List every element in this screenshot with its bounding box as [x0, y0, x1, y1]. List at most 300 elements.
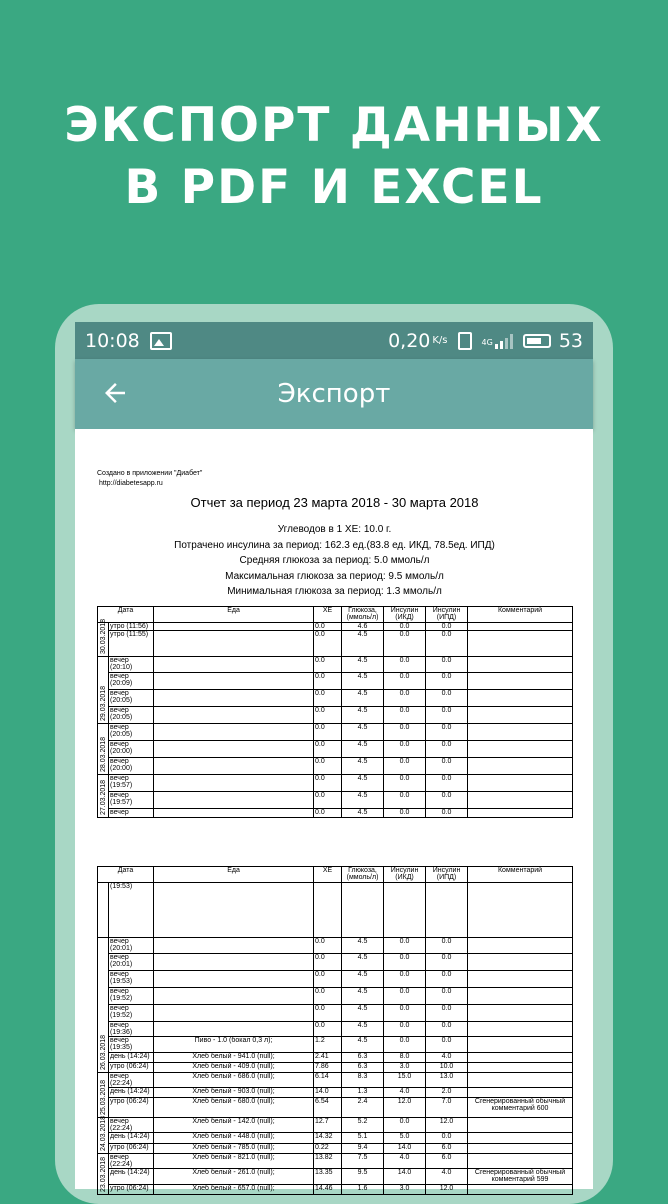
food-cell [154, 672, 314, 689]
time-cell: вечер (20:09) [109, 672, 154, 689]
ikd-cell: 4.0 [384, 1088, 426, 1098]
ipd-cell: 0.0 [426, 740, 468, 757]
battery-level: 53 [558, 329, 583, 352]
xe-cell: 0.0 [314, 740, 342, 757]
ikd-cell: 3.0 [384, 1063, 426, 1073]
ikd-cell: 0.0 [384, 689, 426, 706]
food-cell: Пиво - 1.0 (бокал 0,3 л); [154, 1037, 314, 1053]
image-notification-icon [150, 332, 172, 350]
comment-cell [468, 774, 573, 791]
summary-line: Минимальная глюкоза за период: 1.3 ммоль/л [227, 586, 442, 597]
time-cell: вечер (20:05) [109, 689, 154, 706]
food-cell [154, 1005, 314, 1022]
time-cell: день (14:24) [109, 1133, 154, 1144]
food-cell: Хлеб белый - 142.0 (null); [154, 1118, 314, 1133]
table-row [98, 672, 573, 689]
xe-cell: 0.0 [314, 938, 342, 954]
comment-cell [468, 1185, 573, 1195]
xe-cell: 0.0 [314, 706, 342, 723]
xe-cell: 7.86 [314, 1063, 342, 1073]
ipd-cell: 0.0 [426, 954, 468, 971]
table-row [98, 774, 573, 791]
time-cell: вечер (22:24) [109, 1154, 154, 1169]
ikd-cell: 0.0 [384, 1005, 426, 1022]
xe-cell: 14.32 [314, 1133, 342, 1144]
table-row [98, 1053, 573, 1063]
column-header: Глюкоза, (ммоль/л) [342, 867, 384, 883]
report-created-in: Создано в приложении "Диабет" [97, 470, 203, 477]
table-row [98, 1022, 573, 1037]
ipd-cell: 4.0 [426, 1169, 468, 1185]
date-label: 28.03.2018 [100, 736, 107, 772]
column-header: Инсулин (ИПД) [426, 867, 468, 883]
column-header: Инсулин (ИКД) [384, 606, 426, 622]
xe-cell: 0.0 [314, 988, 342, 1005]
time-cell: вечер (20:01) [109, 938, 154, 954]
ikd-cell: 15.0 [384, 1073, 426, 1088]
ipd-cell: 0.0 [426, 723, 468, 740]
ikd-cell: 3.0 [384, 1185, 426, 1195]
glu-cell: 5.2 [342, 1118, 384, 1133]
food-cell [154, 883, 314, 938]
glu-cell: 4.5 [342, 740, 384, 757]
time-cell: вечер (19:35) [109, 1037, 154, 1053]
glu-cell: 4.5 [342, 757, 384, 774]
ikd-cell: 0.0 [384, 1118, 426, 1133]
ipd-cell: 0.0 [426, 971, 468, 988]
column-header: Дата [98, 867, 154, 883]
comment-cell: Сгенерированный обычный комментарий 599 [468, 1169, 573, 1185]
food-cell [154, 723, 314, 740]
xe-cell: 0.0 [314, 656, 342, 672]
column-header: Дата [98, 606, 154, 622]
glu-cell: 4.5 [342, 808, 384, 817]
table-row [98, 1005, 573, 1022]
time-cell: вечер (22:24) [109, 1073, 154, 1088]
network-speed: 0,20 [388, 329, 431, 352]
xe-cell: 6.54 [314, 1098, 342, 1118]
table-row [98, 808, 573, 817]
glu-cell: 4.5 [342, 689, 384, 706]
column-header: Комментарий [468, 606, 573, 622]
report-site: http://diabetesapp.ru [99, 480, 163, 487]
ikd-cell: 5.0 [384, 1133, 426, 1144]
time-cell: утро (06:24) [109, 1144, 154, 1154]
xe-cell: 12.7 [314, 1118, 342, 1133]
comment-cell [468, 1088, 573, 1098]
glu-cell: 4.6 [342, 622, 384, 630]
time-cell: утро (06:24) [109, 1063, 154, 1073]
comment-cell [468, 1022, 573, 1037]
ikd-cell: 0.0 [384, 1037, 426, 1053]
column-header: Еда [154, 867, 314, 883]
time-cell: вечер (20:00) [109, 740, 154, 757]
ipd-cell: 13.0 [426, 1073, 468, 1088]
food-cell: Хлеб белый - 903.0 (null); [154, 1088, 314, 1098]
date-label: 30.03.2018 [100, 618, 107, 654]
table-row [98, 988, 573, 1005]
report-table-page-1 [97, 606, 573, 818]
xe-cell: 0.0 [314, 808, 342, 817]
report-table-page-2 [97, 866, 573, 1195]
xe-cell: 13.35 [314, 1169, 342, 1185]
time-cell: день (14:24) [109, 1169, 154, 1185]
table-row [98, 630, 573, 656]
comment-cell [468, 883, 573, 938]
food-cell [154, 740, 314, 757]
table-row [98, 1133, 573, 1144]
network-speed-unit: K/s [432, 335, 448, 346]
glu-cell: 4.5 [342, 938, 384, 954]
ipd-cell: 0.0 [426, 672, 468, 689]
column-header: ХЕ [314, 606, 342, 622]
ipd-cell: 0.0 [426, 808, 468, 817]
table-row [98, 1169, 573, 1185]
xe-cell: 14.46 [314, 1185, 342, 1195]
food-cell [154, 630, 314, 656]
date-label: 23.03.2018 [100, 1156, 107, 1192]
comment-cell [468, 630, 573, 656]
ikd-cell: 14.0 [384, 1169, 426, 1185]
glu-cell: 4.5 [342, 672, 384, 689]
ikd-cell: 0.0 [384, 757, 426, 774]
glu-cell: 4.5 [342, 774, 384, 791]
time-cell: вечер (19:57) [109, 791, 154, 808]
comment-cell [468, 1037, 573, 1053]
headline-line-2: В PDF И EXCEL [124, 160, 544, 215]
xe-cell: 0.0 [314, 630, 342, 656]
table-header-row [98, 606, 573, 622]
time-cell: утро (11:56) [109, 622, 154, 630]
table-row [98, 954, 573, 971]
food-cell: Хлеб белый - 821.0 (null); [154, 1154, 314, 1169]
column-header: Комментарий [468, 867, 573, 883]
pdf-preview[interactable] [75, 429, 593, 1192]
glu-cell [342, 883, 384, 938]
glu-cell: 4.5 [342, 1022, 384, 1037]
comment-cell [468, 689, 573, 706]
xe-cell: 1.2 [314, 1037, 342, 1053]
glu-cell: 5.1 [342, 1133, 384, 1144]
ipd-cell: 0.0 [426, 1037, 468, 1053]
time-cell: день (14:24) [109, 1053, 154, 1063]
ikd-cell: 0.0 [384, 740, 426, 757]
food-cell [154, 622, 314, 630]
comment-cell [468, 672, 573, 689]
comment-cell [468, 1144, 573, 1154]
table-row [98, 689, 573, 706]
glu-cell: 4.5 [342, 723, 384, 740]
comment-cell: Сгенерированный обычный комментарий 600 [468, 1098, 573, 1118]
summary-line: Средняя глюкоза за период: 5.0 ммоль/л [239, 555, 430, 566]
ipd-cell: 0.0 [426, 1022, 468, 1037]
date-cell [98, 774, 109, 817]
table-row [98, 938, 573, 954]
time-cell: вечер (20:01) [109, 954, 154, 971]
comment-cell [468, 622, 573, 630]
time-cell: (19:53) [109, 883, 154, 938]
table-row [98, 723, 573, 740]
ikd-cell: 0.0 [384, 723, 426, 740]
column-header: Инсулин (ИКД) [384, 867, 426, 883]
time-cell: вечер (19:36) [109, 1022, 154, 1037]
column-header: Инсулин (ИПД) [426, 606, 468, 622]
time-cell: вечер [109, 808, 154, 817]
ikd-cell: 0.0 [384, 1022, 426, 1037]
comment-cell [468, 1133, 573, 1144]
time-cell: вечер (19:53) [109, 971, 154, 988]
phone-screen [75, 322, 593, 1192]
ikd-cell: 0.0 [384, 791, 426, 808]
comment-cell [468, 656, 573, 672]
column-header: Еда [154, 606, 314, 622]
time-cell: вечер (20:05) [109, 723, 154, 740]
ipd-cell: 0.0 [426, 630, 468, 656]
food-cell: Хлеб белый - 657.0 (null); [154, 1185, 314, 1195]
comment-cell [468, 706, 573, 723]
glu-cell: 9.5 [342, 1169, 384, 1185]
table-row [98, 1144, 573, 1154]
xe-cell: 0.0 [314, 689, 342, 706]
food-cell: Хлеб белый - 261.0 (null); [154, 1169, 314, 1185]
time-cell: вечер (20:00) [109, 757, 154, 774]
time-cell: вечер (22:24) [109, 1118, 154, 1133]
date-cell [98, 1073, 109, 1118]
date-label: 27.03.2018 [100, 779, 107, 815]
glu-cell: 4.5 [342, 971, 384, 988]
date-cell [98, 723, 109, 774]
comment-cell [468, 1063, 573, 1073]
food-cell: Хлеб белый - 686.0 (null); [154, 1073, 314, 1088]
table-row [98, 971, 573, 988]
table-row [98, 1185, 573, 1195]
headline-line-1: ЭКСПОРТ ДАННЫХ [64, 98, 604, 153]
glu-cell: 1.6 [342, 1185, 384, 1195]
table-row [98, 622, 573, 630]
food-cell: Хлеб белый - 941.0 (null); [154, 1053, 314, 1063]
xe-cell: 0.0 [314, 723, 342, 740]
ipd-cell [426, 883, 468, 938]
ikd-cell: 0.0 [384, 774, 426, 791]
time-cell: утро (06:24) [109, 1098, 154, 1118]
comment-cell [468, 1154, 573, 1169]
column-header: Глюкоза, (ммоль/л) [342, 606, 384, 622]
pdf-page-1 [97, 469, 572, 818]
table-row [98, 1073, 573, 1088]
food-cell [154, 791, 314, 808]
date-cell [98, 618, 109, 656]
food-cell [154, 1022, 314, 1037]
ikd-cell: 12.0 [384, 1098, 426, 1118]
xe-cell [314, 883, 342, 938]
table-header-row [98, 867, 573, 883]
ipd-cell: 0.0 [426, 656, 468, 672]
ipd-cell: 2.0 [426, 1088, 468, 1098]
ikd-cell: 8.0 [384, 1053, 426, 1063]
xe-cell: 0.0 [314, 954, 342, 971]
glu-cell: 7.5 [342, 1154, 384, 1169]
time-cell: день (14:24) [109, 1088, 154, 1098]
time-cell: вечер (20:05) [109, 706, 154, 723]
ipd-cell: 0.0 [426, 774, 468, 791]
ipd-cell: 6.0 [426, 1154, 468, 1169]
table-row [98, 656, 573, 672]
xe-cell: 13.82 [314, 1154, 342, 1169]
comment-cell [468, 1053, 573, 1063]
glu-cell: 6.3 [342, 1063, 384, 1073]
date-cell [98, 938, 109, 1073]
ikd-cell: 0.0 [384, 808, 426, 817]
comment-cell [468, 757, 573, 774]
date-label: 24.03.2018 [100, 1115, 107, 1151]
ipd-cell: 12.0 [426, 1185, 468, 1195]
xe-cell: 0.0 [314, 791, 342, 808]
ikd-cell: 0.0 [384, 988, 426, 1005]
column-header: ХЕ [314, 867, 342, 883]
glu-cell: 4.5 [342, 1005, 384, 1022]
glu-cell: 2.4 [342, 1098, 384, 1118]
date-cell [98, 656, 109, 723]
date-cell [98, 1115, 109, 1154]
glu-cell: 4.5 [342, 706, 384, 723]
ikd-cell: 0.0 [384, 630, 426, 656]
status-bar [75, 322, 593, 359]
comment-cell [468, 1073, 573, 1088]
date-label: 26.03.2018 [100, 1034, 107, 1070]
status-time: 10:08 [85, 329, 140, 352]
food-cell [154, 808, 314, 817]
xe-cell: 0.22 [314, 1144, 342, 1154]
ipd-cell: 6.0 [426, 1144, 468, 1154]
table-row [98, 740, 573, 757]
time-cell: вечер (20:10) [109, 656, 154, 672]
time-cell: утро (06:24) [109, 1185, 154, 1195]
comment-cell [468, 954, 573, 971]
pdf-page-2 [97, 866, 572, 1195]
ipd-cell: 0.0 [426, 938, 468, 954]
date-cell [98, 1154, 109, 1195]
time-cell: вечер (19:52) [109, 1005, 154, 1022]
ikd-cell: 0.0 [384, 954, 426, 971]
comment-cell [468, 723, 573, 740]
xe-cell: 0.0 [314, 1005, 342, 1022]
ikd-cell: 0.0 [384, 706, 426, 723]
ipd-cell: 0.0 [426, 1133, 468, 1144]
ikd-cell: 14.0 [384, 1144, 426, 1154]
table-row [98, 1037, 573, 1053]
glu-cell: 4.5 [342, 791, 384, 808]
xe-cell: 0.0 [314, 672, 342, 689]
promo-headline [0, 95, 668, 219]
comment-cell [468, 791, 573, 808]
table-row [98, 706, 573, 723]
comment-cell [468, 938, 573, 954]
ipd-cell: 0.0 [426, 988, 468, 1005]
food-cell [154, 656, 314, 672]
ikd-cell: 0.0 [384, 971, 426, 988]
date-label: 29.03.2018 [100, 685, 107, 721]
glu-cell: 9.4 [342, 1144, 384, 1154]
glu-cell: 1.3 [342, 1088, 384, 1098]
food-cell [154, 938, 314, 954]
food-cell [154, 971, 314, 988]
app-bar [75, 359, 593, 429]
time-cell: утро (11:55) [109, 630, 154, 656]
food-cell: Хлеб белый - 448.0 (null); [154, 1133, 314, 1144]
report-summary [97, 522, 572, 600]
report-title: Отчет за период 23 марта 2018 - 30 марта 2018 [190, 495, 479, 510]
date-label: 25.03.2018 [100, 1079, 107, 1115]
ipd-cell: 4.0 [426, 1053, 468, 1063]
comment-cell [468, 988, 573, 1005]
network-type: 4G [481, 337, 493, 347]
comment-cell [468, 1005, 573, 1022]
comment-cell [468, 971, 573, 988]
ikd-cell: 4.0 [384, 1154, 426, 1169]
table-row [98, 791, 573, 808]
xe-cell: 0.0 [314, 971, 342, 988]
xe-cell: 0.0 [314, 1022, 342, 1037]
glu-cell: 4.5 [342, 656, 384, 672]
comment-cell [468, 1118, 573, 1133]
summary-line: Потрачено инсулина за период: 162.3 ед.(83.8 ед. ИКД, 78.5ед. ИПД) [174, 539, 495, 551]
xe-cell: 0.0 [314, 774, 342, 791]
ipd-cell: 0.0 [426, 1005, 468, 1022]
table-row [98, 1063, 573, 1073]
glu-cell: 8.3 [342, 1073, 384, 1088]
food-cell [154, 954, 314, 971]
table-row [98, 1154, 573, 1169]
ikd-cell: 0.0 [384, 672, 426, 689]
ikd-cell: 0.0 [384, 622, 426, 630]
glu-cell: 4.5 [342, 988, 384, 1005]
table-row [98, 1088, 573, 1098]
comment-cell [468, 808, 573, 817]
ipd-cell: 0.0 [426, 706, 468, 723]
glu-cell: 4.5 [342, 1037, 384, 1053]
table-row [98, 883, 573, 938]
ikd-cell: 0.0 [384, 938, 426, 954]
food-cell: Хлеб белый - 785.0 (null); [154, 1144, 314, 1154]
food-cell [154, 774, 314, 791]
ikd-cell: 0.0 [384, 656, 426, 672]
signal-icon [495, 333, 513, 349]
time-cell: вечер (19:57) [109, 774, 154, 791]
xe-cell: 0.0 [314, 622, 342, 630]
xe-cell: 2.41 [314, 1053, 342, 1063]
food-cell: Хлеб белый - 680.0 (null); [154, 1098, 314, 1118]
ipd-cell: 0.0 [426, 791, 468, 808]
ipd-cell: 7.0 [426, 1098, 468, 1118]
xe-cell: 6.14 [314, 1073, 342, 1088]
food-cell: Хлеб белый - 409.0 (null); [154, 1063, 314, 1073]
ikd-cell [384, 883, 426, 938]
app-bar-title: Экспорт [277, 379, 391, 409]
ipd-cell: 0.0 [426, 757, 468, 774]
ipd-cell: 10.0 [426, 1063, 468, 1073]
date-cell [98, 883, 109, 938]
summary-line: Максимальная глюкоза за период: 9.5 ммоль/л [225, 570, 444, 582]
time-cell: вечер (19:52) [109, 988, 154, 1005]
food-cell [154, 757, 314, 774]
table-row [98, 1098, 573, 1118]
summary-line: Углеводов в 1 ХЕ: 10.0 г. [277, 524, 392, 535]
glu-cell: 4.5 [342, 954, 384, 971]
table-row [98, 757, 573, 774]
comment-cell [468, 740, 573, 757]
food-cell [154, 689, 314, 706]
glu-cell: 4.5 [342, 630, 384, 656]
